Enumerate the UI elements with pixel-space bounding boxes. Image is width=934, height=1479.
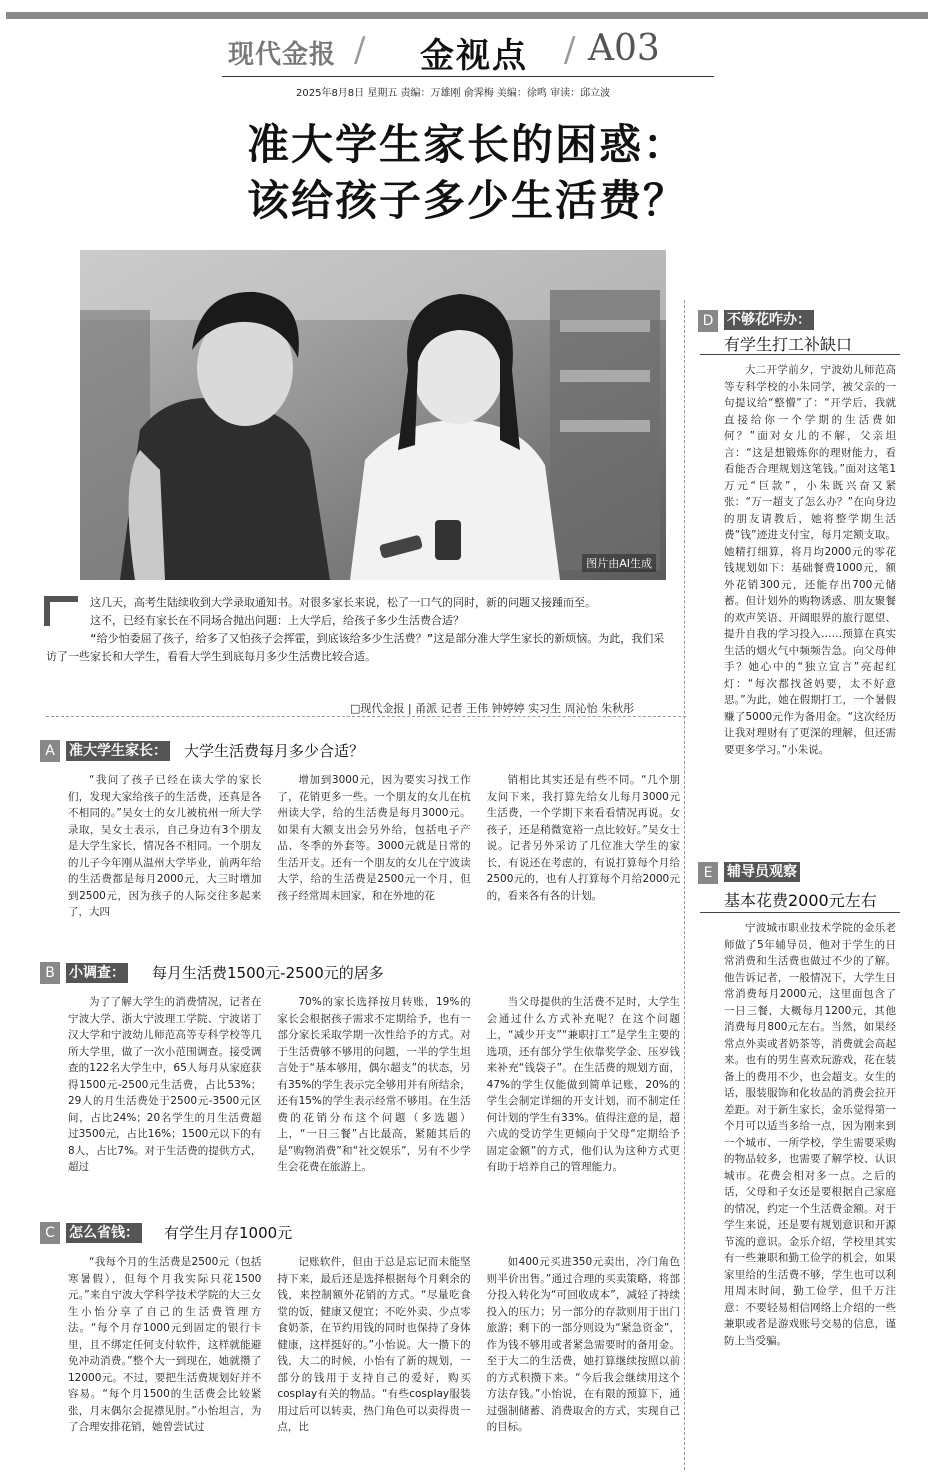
section-tag: 辅导员观察	[724, 862, 800, 882]
section-title: 大学生活费每月多少合适？	[184, 742, 365, 760]
section-letter: E	[698, 862, 718, 884]
intro-paragraph: 这不，已经有家长在不同场合抛出问题：上大学后，给孩子多少生活费合适？	[90, 614, 464, 627]
text-column	[68, 994, 261, 1212]
paper-name: 现代金报	[228, 40, 337, 70]
paragraph: 为了了解大学生的消费情况，记者在宁波大学、浙大宁波理工学院、宁波诺丁汉大学和宁波幼儿师范高等专科学校等几所大学里，做了一次小范围调查。接受调查的122名大学生中，65人每月从家庭获得1500元-2500元生活费，占比53%；29人的月生活费处于2500元-3500元区间，占比24%；20名学生的月生活费超过3500元，占比16%；1500元以下的有8人，占比7%。对于生活费的提供方式，超过	[68, 996, 262, 1173]
section-tag: 准大学生家长：	[66, 741, 170, 761]
section-tag: 怎么省钱：	[66, 1223, 142, 1243]
section-letter: D	[698, 310, 718, 332]
section-letter: A	[40, 740, 60, 762]
section-rule	[700, 912, 900, 913]
section-e-body	[724, 920, 896, 1468]
paragraph: 销相比其实还是有些不同。“几个朋友问下来，我打算先给女儿每月3000元生活费，一个学期下来看看情况再说。女孩子，还是稍微宽裕一点比较好。”吴女士说。记者另外采访了几位准大学生的家长，有说还在考虑的，有说打算每个月给2500元的，也有人打算每个月给2000元的，看来各有各的计划。	[486, 774, 680, 902]
section-title: 有学生打工补缺口	[724, 335, 853, 354]
section-c-body	[68, 1254, 680, 1472]
text-column	[277, 772, 470, 956]
section-d-body	[724, 362, 896, 848]
section-a-header	[40, 740, 680, 762]
paragraph: “我每个月的生活费是2500元（包括寒暑假），但每个月我实际只花1500元。”来自宁波大学科学技术学院的大三女生小怡分享了自己的生活费管理方法。“每个月存1000元到固定的银行卡里，且不绑定任何支付软件，这样就能避免冲动消费。”整个大一到现在，她就攒了12000元。不过，要把生活费规划好并不容易。“每个月1500的生活费会比较紧张，月末偶尔会捉襟见肘。”小怡坦言，为了合理安排花销，她曾尝试过	[68, 1256, 262, 1433]
section-title: 每月生活费1500元-2500元的居多	[152, 964, 384, 982]
masthead-rule	[222, 76, 714, 77]
issue-meta: 2025年8月8日 星期五 责编：万雄刚 俞霁梅 美编：徐鸣 审读：邱立波	[296, 88, 611, 99]
text-column	[487, 1254, 680, 1472]
masthead-divider: /	[564, 30, 576, 70]
section-rule	[700, 354, 900, 355]
text-column	[277, 994, 470, 1212]
section-letter: C	[40, 1222, 60, 1244]
masthead	[222, 28, 714, 74]
page-number: A03	[588, 28, 660, 69]
paragraph: 增加到3000元，因为要实习找工作了，花销更多一些。一个朋友的女儿在杭州读大学，给的生活费是每月3000元。如果有大额支出会另外给，包括电子产品、冬季的外套等。3000元就是日常的生活开支。还有一个朋友的女儿在宁波读大学，给的生活费是2500元一个月，但孩子经常周末回家，和在外地的花	[277, 774, 471, 902]
section-title: 有学生月存1000元	[164, 1224, 293, 1242]
paragraph: 记账软件，但由于总是忘记而未能坚持下来，最后还是选择根据每个月剩余的钱，来控制额外花销的方式。“尽量吃食堂的饭，健康又便宜；不吃外卖、少点零食奶茶，在节约用钱的同时也保持了身体健康，这样挺好的。”小怡说。大一攒下的钱，大二的时候，小怡有了新的规划，一部分的钱用于支持自己的爱好，购买cosplay有关的物品。“有些cosplay服装用过后可以转卖，热门角色可以卖得贵一点，比	[277, 1256, 471, 1433]
section-b-header	[40, 962, 680, 984]
photo-illustration	[80, 250, 666, 580]
paragraph: 70%的家长选择按月转账，19%的家长会根据孩子需求不定期给予，也有一部分家长采取学期一次性给予的方式。对于生活费够不够用的问题，一半的学生坦言处于“基本够用，偶尔超支”的状态，另有35%的学生表示完全够用并有所结余，还有15%的学生表示经常不够用。在生活费的花销分布这个问题（多选题）上，“一日三餐”占比最高，紧随其后的是“购物消费”和“社交娱乐”，另有不少学生会花费在旅游上。	[277, 996, 471, 1173]
paragraph: 宁波城市职业技术学院的金乐老师做了5年辅导员，他对于学生的日常消费和生活费也做过不少的了解。他告诉记者，一般情况下，大学生日常消费每月2000元，这里面包含了一日三餐，大概每月1200元，其他消费每月800元左右。当然，如果经常点外卖或者奶茶等，消费就会高起来。也有的男生喜欢玩游戏，花在装备上的费用不少，也会超支。女生的话，服装服饰和化妆品的消费会拉开差距。对于新生家长，金乐觉得第一个月可以适当多给一点，因为刚来到一个城市、一所学校，学生需要采购的物品较多，也需要了解学校、认识城市。花费会相对多一点。之后的话，父母和子女还是要根据自己家庭的情况，约定一个生活费金额。对于学生来说，还是要有规划意识和开源节流的意识。金乐介绍，学校里其实有一些兼职和勤工俭学的机会，如果家里给的生活费不够，学生也可以利用周末时间，勤工俭学，但千万注意：不要轻易相信网络上介绍的一些兼职或者是游戏账号交易的信息，谨防上当受骗。	[724, 922, 896, 1347]
intro	[46, 594, 668, 666]
masthead-divider: /	[354, 30, 366, 70]
text-column	[487, 994, 680, 1212]
text-column	[277, 1254, 470, 1472]
divider	[46, 716, 686, 717]
byline: □现代金报 | 甬派 记者 王伟 钟婷婷 实习生 周沁怡 朱秋彤	[350, 702, 635, 715]
section-c-header	[40, 1222, 680, 1244]
section-tag: 小调查：	[66, 963, 128, 983]
headline-line-1: 准大学生家长的困惑：	[246, 120, 687, 169]
column-name: 金视点	[420, 36, 528, 76]
section-b-body	[68, 994, 680, 1212]
divider	[684, 300, 685, 1470]
text-column	[68, 1254, 261, 1472]
intro-paragraph: 这几天，高考生陆续收到大学录取通知书。对很多家长来说，松了一口气的同时，新的问题又接踵而至。	[90, 596, 596, 609]
text-column	[487, 772, 680, 956]
top-rule	[6, 12, 928, 19]
text-column	[68, 772, 261, 956]
section-title: 基本花费2000元左右	[724, 891, 877, 910]
section-a-body	[68, 772, 680, 956]
section-tag: 不够花咋办：	[724, 310, 814, 330]
intro-paragraph: “给少怕委屈了孩子，给多了又怕孩子会挥霍，到底该给多少生活费？”这是部分准大学生家长的新烦恼。为此，我们采访了一些家长和大学生，看看大学生到底每月多少生活费比较合适。	[46, 632, 665, 663]
paragraph: 如400元买进350元卖出，冷门角色则半价出售。”通过合理的买卖策略，将部分投入转化为“可回收成本”，减轻了持续投入的压力；另一部分的存款则用于出门旅游；剩下的一部分则设为“紧急资金”，作为钱不够用或者紧急需要时的备用金。至于大二的生活费，她打算继续按照以前的方式积攒下来。“今后我会继续用这个方法存钱。”小怡说，在有限的预算下，通过强制储蓄、消费取舍的方式，实现自己的目标。	[486, 1256, 680, 1433]
photo-caption: 图片由AI生成	[582, 554, 656, 572]
article-photo	[80, 250, 666, 580]
headline-line-2: 该给孩子多少生活费？	[246, 176, 687, 225]
paragraph: “我问了孩子已经在读大学的家长们，发现大家给孩子的生活费，还真是各不相同的。”吴女士的女儿被杭州一所大学录取，吴女士表示，自己身边有3个朋友是大学生家长，情况各不相同。一个朋友的儿子今年刚从温州大学毕业，前两年给的生活费都是每月2000元，大三时增加到2500元，因为孩子的人际交往多起来了，大四	[68, 774, 262, 918]
paragraph: 当父母提供的生活费不足时，大学生会通过什么方式补充呢？在这个问题上，“减少开支”“兼职打工”是学生主要的选项，还有部分学生依靠奖学金、压岁钱来补充“钱袋子”。在生活费的规划方面，47%的学生仅能做到简单记账，20%的学生会制定详细的开支计划，而不制定任何计划的学生有33%。值得注意的是，超六成的受访学生更倾向于父母“定期给予固定金额”的方式，他们认为这种方式更有助于培养自己的管理能力。	[486, 996, 680, 1173]
section-letter: B	[40, 962, 60, 984]
paragraph: 大二开学前夕，宁波幼儿师范高等专科学校的小朱同学，被父亲的一句提议给“整懵”了：“开学后，我就直接给你一个学期的生活费如何？”面对女儿的不解，父亲坦言：“这是想锻炼你的理财能力，看看能否合理规划这笔钱。”面对这笔1万元“巨款”，小朱既兴奋又紧张：“万一超支了怎么办？”在向身边的朋友请教后，她将整学期生活费“钱”迹进支付宝，每月定额支取。她精打细算，将月均2000元的零花钱规划如下：基础餐费1000元，额外花销300元，还能存出700元储蓄。但计划外的购物诱惑、朋友聚餐的欢声笑语、开阔眼界的旅行愿望、提升自我的学习投入……预算在真实生活的烟火气中频频告急。向父母伸手？她心中的“独立宣言”亮起红灯：“每次都找爸妈要，太不好意思。”为此，她在假期打工，一个暑假赚了5000元作为备用金。“这次经历让我对理财有了更深的理解，但还需要更多学习。”小朱说。	[724, 364, 896, 756]
